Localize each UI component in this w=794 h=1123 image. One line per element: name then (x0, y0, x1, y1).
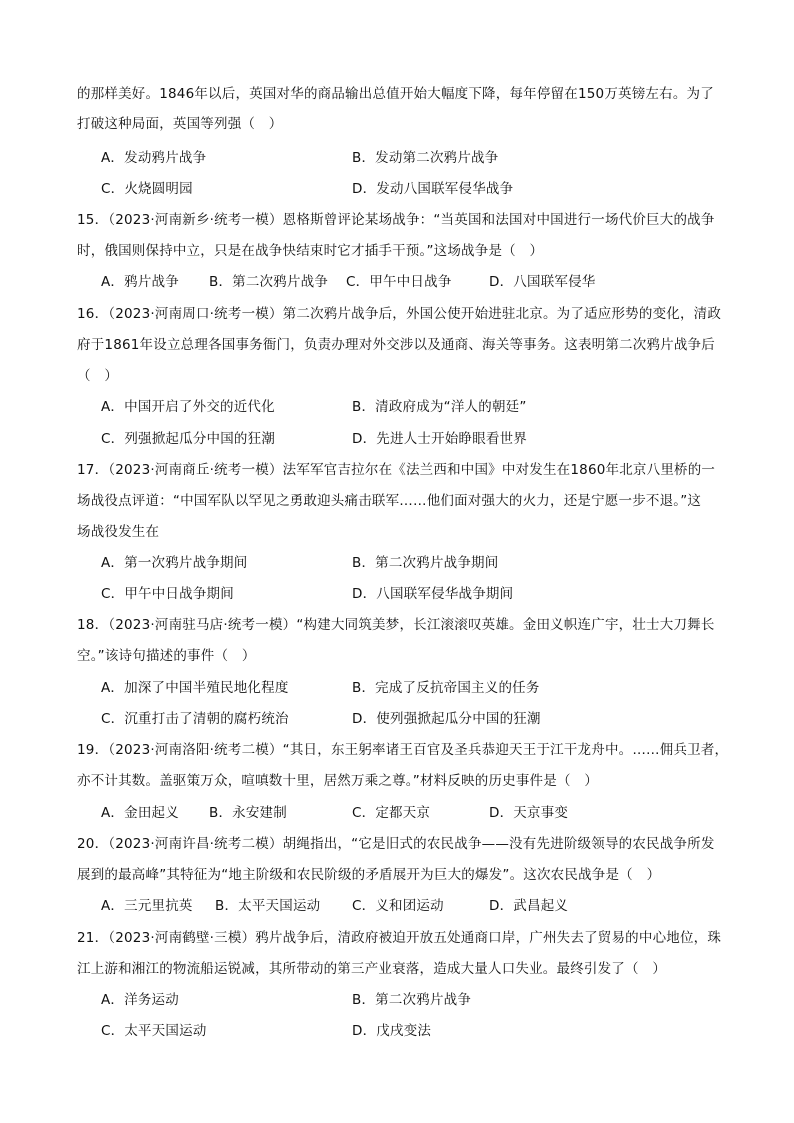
q14-stem-line-1: 的那样美好。1846年以后，英国对华的商品输出总值开始大幅度下降，每年停留在150万英镑左右。为了 (77, 86, 714, 102)
q20-stem-line-1: 20．（2023·河南许昌·统考二模）胡绳指出，“它是旧式的农民战争——没有先进阶级领导的农民战争所发 (77, 836, 715, 852)
q17-stem-line-2: 场战役点评道：“中国军队以罕见之勇敢迎头痛击联军……他们面对强大的火力，还是宁愿一步不退。”这 (77, 493, 702, 509)
q19-stem-line-2: 亦不计其数。盖驱策万众，喧嗔数十里，居然万乘之尊。”材料反映的历史事件是（ ） (77, 773, 599, 789)
q16-option-d[interactable]: D．先进人士开始睁眼看世界 (352, 431, 527, 447)
q16-stem-line-3: （ ） (77, 368, 119, 384)
q21-stem-line-1: 21．（2023·河南鹤壁·三模）鸦片战争后，清政府被迫开放五处通商口岸，广州失去了贸易的中心地位，珠 (77, 930, 722, 946)
q15-option-d[interactable]: D．八国联军侵华 (489, 274, 596, 290)
q21-option-a[interactable]: A．洋务运动 (101, 992, 179, 1008)
q16-option-c[interactable]: C．列强掀起瓜分中国的狂潮 (101, 431, 276, 447)
q20-option-a[interactable]: A．三元里抗英 (101, 898, 193, 914)
q15-option-b[interactable]: B．第二次鸦片战争 (209, 274, 329, 290)
q19-option-c[interactable]: C．定都天京 (352, 805, 431, 821)
q17-stem-line-1: 17．（2023·河南商丘·统考一模）法军军官吉拉尔在《法兰西和中国》中对发生在1860年北京八里桥的一 (77, 462, 716, 478)
q18-option-b[interactable]: B．完成了反抗帝国主义的任务 (352, 680, 540, 696)
q18-option-c[interactable]: C．沉重打击了清朝的腐朽统治 (101, 711, 289, 727)
q19-option-d[interactable]: D．天京事变 (489, 805, 569, 821)
q15-option-a[interactable]: A．鸦片战争 (101, 274, 179, 290)
q20-option-d[interactable]: D．武昌起义 (489, 898, 569, 914)
q16-stem-line-1: 16．（2023·河南周口·统考一模）第二次鸦片战争后，外国公使开始进驻北京。为了适应形势的变化，清政 (77, 306, 722, 322)
q17-option-a[interactable]: A．第一次鸦片战争期间 (101, 555, 248, 571)
q17-option-d[interactable]: D．八国联军侵华战争期间 (352, 586, 514, 602)
q19-stem-line-1: 19．（2023·河南洛阳·统考二模）“其日，东王躬率诸王百官及圣兵恭迎天王于江干龙舟中。……佣兵卫者， (77, 742, 729, 758)
q17-option-b[interactable]: B．第二次鸦片战争期间 (352, 555, 499, 571)
q21-option-b[interactable]: B．第二次鸦片战争 (352, 992, 472, 1008)
q21-option-c[interactable]: C．太平天国运动 (101, 1023, 207, 1039)
q14-option-d[interactable]: D．发动八国联军侵华战争 (352, 181, 514, 197)
q15-stem-line-2: 时，俄国则保持中立，只是在战争快结束时它才插手干预。”这场战争是（ ） (77, 243, 544, 259)
q17-stem-line-3: 场战役发生在 (77, 524, 160, 540)
q18-option-a[interactable]: A．加深了中国半殖民地化程度 (101, 680, 289, 696)
q19-option-b[interactable]: B．永安建制 (209, 805, 287, 821)
q20-option-b[interactable]: B．太平天国运动 (215, 898, 321, 914)
q16-option-b[interactable]: B．清政府成为“洋人的朝廷” (352, 399, 527, 415)
q14-option-b[interactable]: B．发动第二次鸦片战争 (352, 150, 499, 166)
q20-stem-line-2: 展到的最高峰”其特征为“地主阶级和农民阶级的矛盾展开为巨大的爆发”。这次农民战争是（ ） (77, 867, 661, 883)
q20-option-c[interactable]: C．义和团运动 (352, 898, 444, 914)
q18-stem-line-2: 空。”该诗句描述的事件（ ） (77, 648, 256, 664)
q14-option-c[interactable]: C．火烧圆明园 (101, 181, 193, 197)
q19-option-a[interactable]: A．金田起义 (101, 805, 179, 821)
q14-stem-line-2: 打破这种局面，英国等列强（ ） (77, 116, 283, 132)
q21-stem-line-2: 江上游和湘江的物流船运锐减，其所带动的第三产业衰落，造成大量人口失业。最终引发了（ ） (77, 961, 667, 977)
q15-stem-line-1: 15．（2023·河南新乡·统考一模）恩格斯曾评论某场战争：“当英国和法国对中国进行一场代价巨大的战争 (77, 212, 715, 228)
q14-option-a[interactable]: A．发动鸦片战争 (101, 150, 207, 166)
q17-option-c[interactable]: C．甲午中日战争期间 (101, 586, 234, 602)
q16-stem-line-2: 府于1861年设立总理各国事务衙门，负责办理对外交涉以及通商、海关等事务。这表明第二次鸦片战争后 (77, 337, 715, 353)
q15-option-c[interactable]: C．甲午中日战争 (346, 274, 452, 290)
q18-stem-line-1: 18．（2023·河南驻马店·统考一模）“构建大同筑美梦，长江滚滚叹英雄。金田义帜连广宇，壮士大刀舞长 (77, 617, 715, 633)
q16-option-a[interactable]: A．中国开启了外交的近代化 (101, 399, 275, 415)
q21-option-d[interactable]: D．戊戌变法 (352, 1023, 432, 1039)
q18-option-d[interactable]: D．使列强掀起瓜分中国的狂潮 (352, 711, 541, 727)
